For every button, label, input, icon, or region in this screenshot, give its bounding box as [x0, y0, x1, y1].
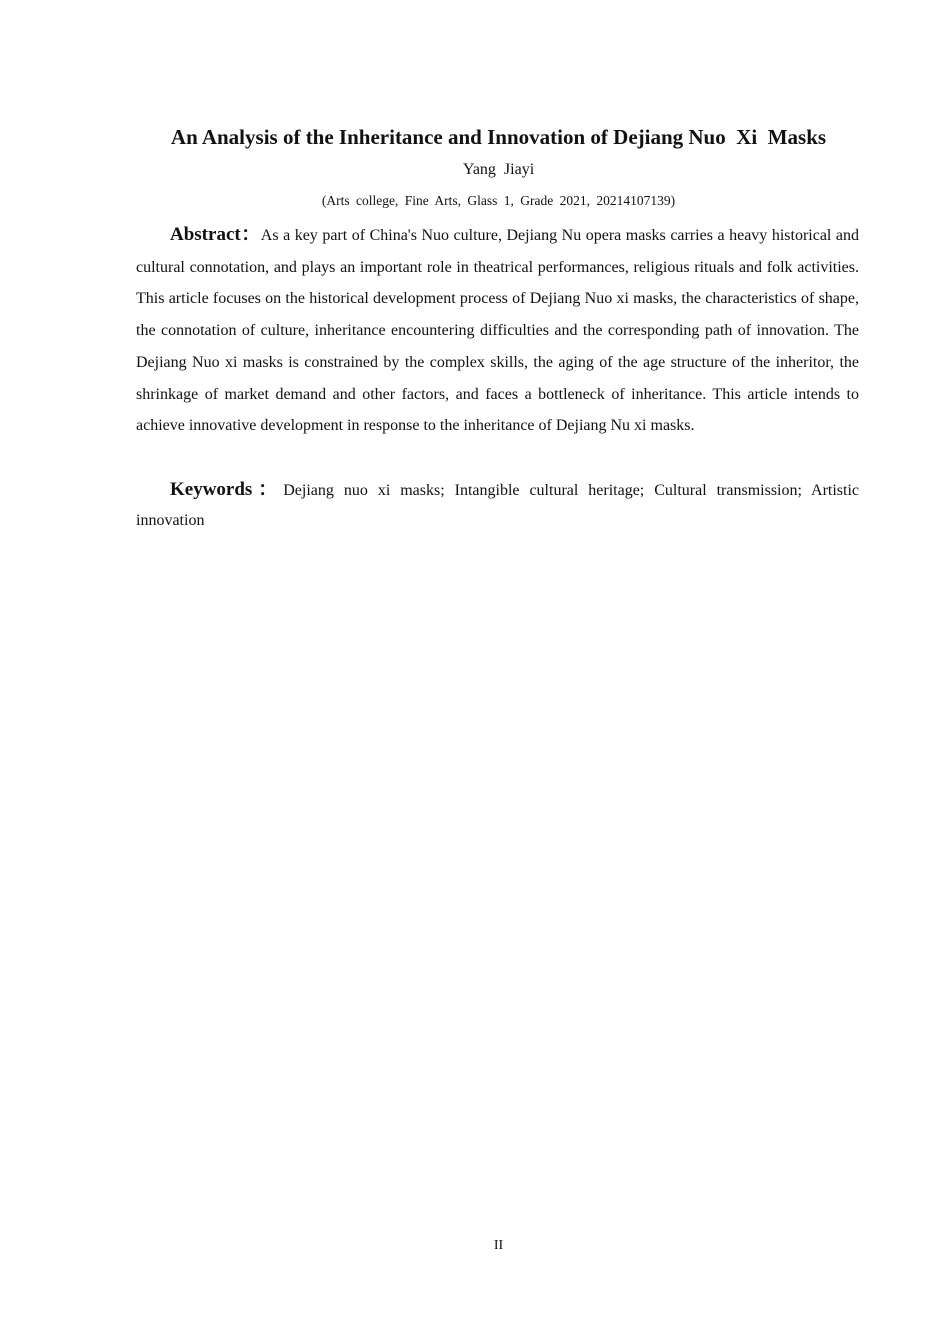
keywords-text: Dejiang nuo xi masks; Intangible cultural heritage; Cultural transmission; Artistic innovation: [136, 482, 860, 529]
keywords-label: Keywords：: [170, 479, 284, 500]
author-name: Yang Jiayi: [462, 161, 535, 178]
paper-title: An Analysis of the Inheritance and Innovation of Dejiang Nuo Xi Masks: [170, 125, 827, 149]
author-affiliation: (Arts college, Fine Arts, Glass 1, Grade 2021, 20214107139): [321, 193, 676, 208]
page-number: II: [493, 1238, 504, 1253]
abstract-label: Abstract：: [170, 224, 261, 245]
keywords-paragraph: [136, 475, 859, 536]
abstract-text: As a key part of China's Nuo culture, Dejiang Nu opera masks carries a heavy historical and cultural connotation, and plays an important role in theatrical performances, religious rituals and folk activities. This article focuses on the historical development process of Dejiang Nuo xi masks, the characteristics of shape, the connotation of culture, inheritance encountering difficulties and the corresponding path of innovation. The Dejiang Nuo xi masks is constrained by the complex skills, the aging of the age structure of the inheritor, the shrinkage of market demand and other factors, and faces a bottleneck of inheritance. This article intends to achieve innovative development in response to the inheritance of Dejiang Nu xi masks.: [136, 227, 860, 435]
abstract-paragraph: [136, 219, 859, 442]
